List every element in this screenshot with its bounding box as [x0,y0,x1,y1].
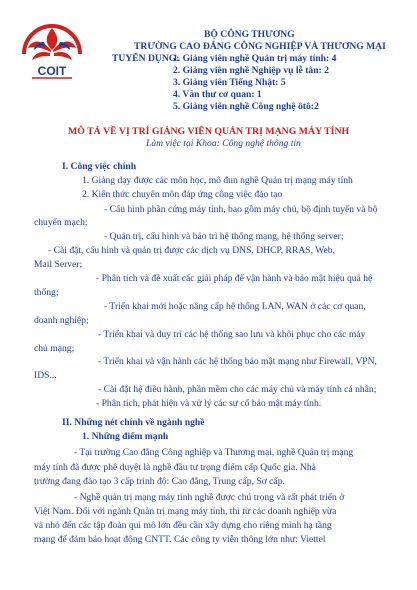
body-line: chủ mạng; [34,343,75,354]
svg-text:COIT: COIT [37,64,67,78]
body-line: - Cài đặt hệ điều hành, phần mềm cho các máy chủ và máy tính cá nhân; [98,384,377,395]
body-line: - Triển khai mới hoặc nâng cấp hệ thống LAN, WAN ở các cơ quan, [104,301,366,312]
body-line: mạng để đảm bảo hoạt động CNTT. Các công ty viễn thông lớn như: Viettel [34,534,326,545]
body-line: - Nghề quản trị mạng máy tính nghề được chú trọng và rất phát triển ở [74,492,345,503]
body-line: - Triển khai và duy trì các hệ thống sao lưu và khôi phục cho các máy [98,329,366,340]
body-line: - Quản trị, cấu hình và bảo trì hệ thống mạng, hệ thống server; [104,231,344,242]
body-line: chuyển mạch; [34,217,88,228]
document-title: MÔ TẢ VỀ VỊ TRÍ GIẢNG VIÊN QUẢN TRỊ MẠNG MÁY TÍNH [68,126,350,137]
section-2-heading: II. Những nét chính về ngành nghề [62,417,205,428]
body-line: doanh nghiệp; [34,315,89,326]
body-line: - Phân tích và đề xuất các giải pháp để vận hành và bảo mật hiệu quả hệ [96,273,373,284]
body-line: - Cài đặt, cấu hình và quản trị được các dịch vụ DNS, DHCP, RRAS, Web, [48,245,335,256]
school-logo [18,20,86,86]
position-item: 3. Giảng viên Tiếng Nhật: 5 [173,77,286,88]
subsection-heading: 1. Những điểm mạnh [82,431,169,442]
position-item: 1. Giảng viên nghề Quản trị máy tính: 4 [173,53,337,64]
body-line: 2. Kiến thức chuyên môn đáp ứng công việc đào tạo [82,189,283,200]
section-1-heading: I. Công việc chính [62,161,137,172]
school-name: TRƯỜNG CAO ĐẲNG CÔNG NGHIỆP VÀ THƯƠNG MẠI [134,41,386,52]
body-line: Mail Server; [34,259,83,270]
coit-emblem-icon [18,20,86,86]
position-item: 2. Giảng viên nghề Nghiệp vụ lễ tân: 2 [173,65,329,76]
body-line: và nhỏ đến các tập đoàn qui mô lớn đều cần xây dựng cho riêng mình hạ tầng [34,520,332,531]
body-line: - Triển khai và vận hành các hệ thống bảo mật mạng như Firewall, VPN, [98,356,377,367]
body-line: - Phân tích, phát hiện và xử lý các sự cố bảo mật máy tính. [96,398,322,409]
body-line: - Tại trường Cao đẳng Công nghiệp và Thương mại, nghề Quản trị mạng [74,447,354,458]
body-line: - Cấu hình phần cứng máy tính, bao gồm máy chủ, bộ định tuyến và bộ [104,204,378,215]
position-item: 5. Giảng viên nghề Công nghệ ôtô:2 [173,101,319,112]
position-item: 4. Văn thư cơ quan: 1 [173,89,262,100]
body-line: IDS... [34,370,57,381]
recruit-label: TUYỂN DỤNG: [112,53,180,64]
ministry-name: BỘ CÔNG THƯƠNG [204,29,295,40]
body-line: máy tính đã được phê duyệt là nghề đầu tư trọng điểm cấp Quốc gia. Nhà [34,462,316,473]
body-line: 1. Giảng dạy được các môn học, mô đun nghề Quản trị mạng máy tính [82,175,353,186]
document-subtitle: Làm việc tại Khoa: Công nghệ thông tin [146,138,301,149]
body-line: trường đang đào tạo 3 cấp trình độ: Cao đẳng, Trung cấp, Sơ cấp. [34,476,285,487]
body-line: thống; [34,287,59,298]
body-line: Việt Nam. Đối với ngành Quản trị mạng máy tính, thì từ các doanh nghiệp vừa [34,506,337,517]
